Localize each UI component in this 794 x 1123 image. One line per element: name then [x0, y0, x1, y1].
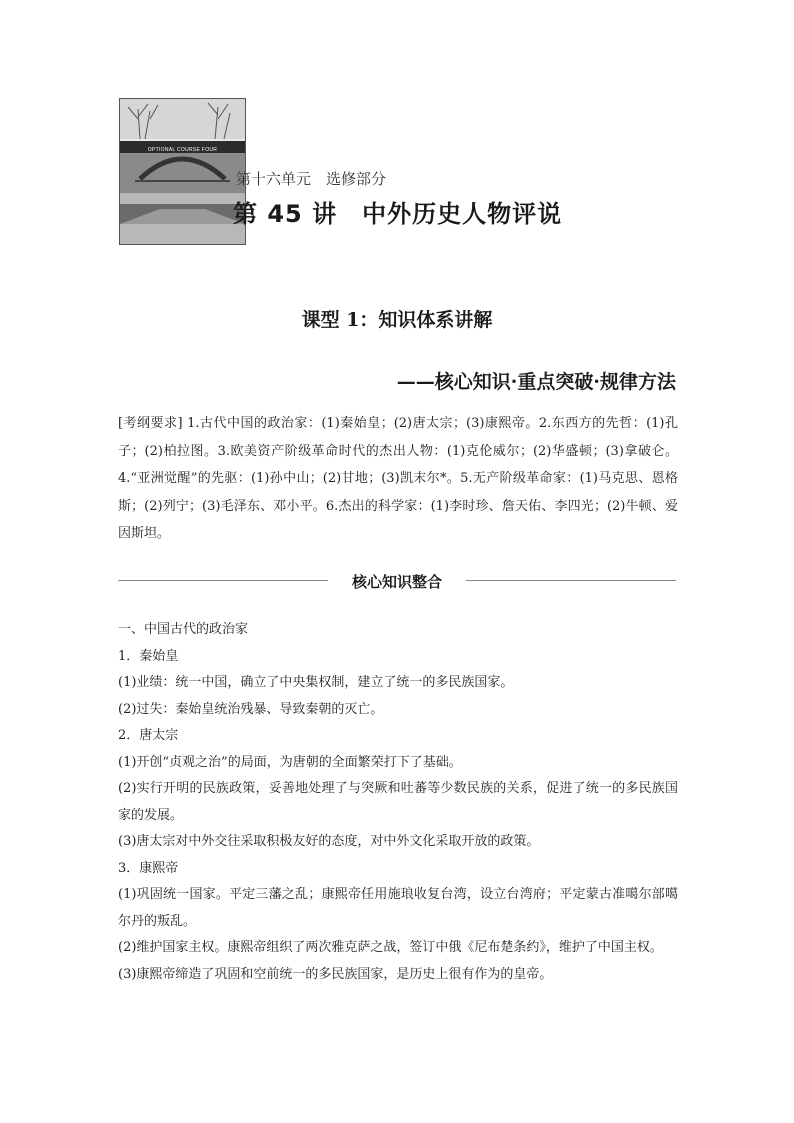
section-title: 核心知识整合	[351, 573, 442, 591]
lesson-title: 课型 1：知识体系讲解	[301, 309, 493, 331]
paragraph: (1)开创“贞观之治”的局面，为唐朝的全面繁荣打下了基础。	[118, 754, 462, 770]
cover-image	[119, 98, 246, 245]
item-title-kangxi: 3．康熙帝	[118, 860, 179, 876]
item-title-qinshihuang: 1．秦始皇	[118, 648, 179, 664]
lesson-subtitle: ——核心知识·重点突破·规律方法	[396, 371, 676, 393]
paragraph: (1)业绩：统一中国，确立了中央集权制，建立了统一的多民族国家。	[118, 675, 514, 690]
paragraph: (2)实行开明的民族政策，妥善地处理了与突厥和吐蕃等少数民族的关系，促进了统一的多民族国家的发展。	[118, 781, 678, 823]
lecture-title: 第 45 讲 中外历史人物评说	[233, 200, 563, 228]
requirements-tag: [考纲要求]	[118, 416, 183, 431]
unit-label: 第十六单元 选修部分	[236, 170, 387, 188]
heading-ancient-statesmen: 一、中国古代的政治家	[118, 622, 249, 637]
paragraph: (3)康熙帝缔造了巩固和空前统一的多民族国家，是历史上很有作为的皇帝。	[118, 966, 553, 982]
paragraph: (2)过失：秦始皇统治残暴、导致秦朝的灭亡。	[118, 701, 384, 717]
section-divider-right	[466, 580, 676, 581]
paragraph: (3)唐太宗对中外交往采取积极友好的态度，对中外文化采取开放的政策。	[118, 834, 540, 849]
bridge-photo	[120, 99, 245, 244]
content-body	[118, 617, 678, 988]
item-title-tangtaizong: 2．唐太宗	[118, 728, 179, 743]
cover-caption: OPTIONAL COURSE FOUR	[147, 147, 218, 153]
paragraph: (2)维护国家主权。康熙帝组织了两次雅克萨之战，签订中俄《尼布楚条约》，维护了中国主权。	[118, 940, 663, 955]
exam-requirements	[118, 410, 678, 548]
paragraph: (1)巩固统一国家。平定三藩之乱；康熙帝任用施琅收复台湾，设立台湾府；平定蒙古准噶尔部噶尔丹的叛乱。	[118, 887, 678, 929]
requirements-text: 1.古代中国的政治家：(1)秦始皇；(2)唐太宗；(3)康熙帝。2.东西方的先哲：(1)孔子；(2)柏拉图。3.欧美资产阶级革命时代的杰出人物：(1)克伦威尔；(2)华盛顿；(3)拿破仑。4.“亚洲觉醒”的先驱：(1)孙中山；(2)甘地；(3)凯末尔*。5.无产阶级革命家：(1)马克思、恩格斯；(2)列宁；(3)毛泽东、邓小平。6.杰出的科学家：(1)李时珍、詹天佑、李四光；(2)牛顿、爱因斯坦。	[118, 416, 678, 541]
